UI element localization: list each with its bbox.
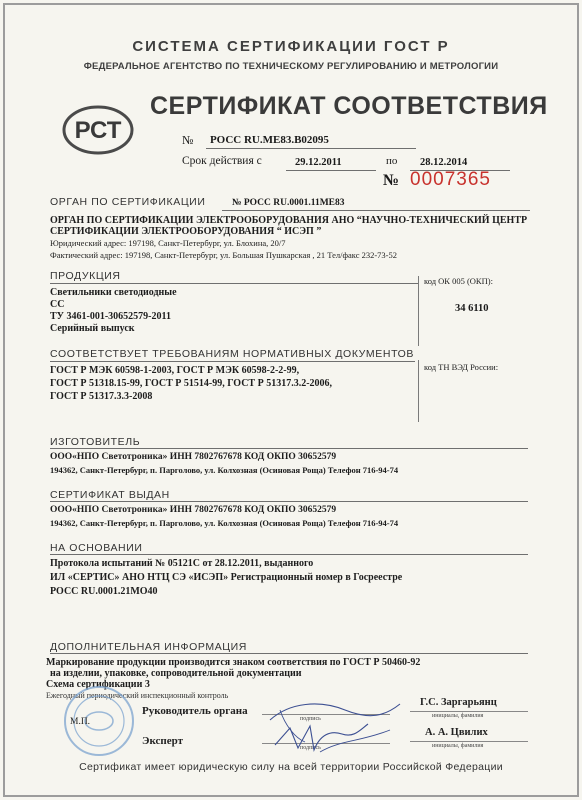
expert-label: Эксперт <box>142 735 184 747</box>
certificate-number: РОСС RU.МЕ83.В02095 <box>210 134 329 146</box>
basis-line-2: ИЛ «СЕРТИС» АНО НТЦ СЭ «ИСЭП» Регистрационный номер в Госреестре <box>50 572 403 583</box>
head-name-caption: инициалы, фамилия <box>432 713 484 719</box>
okp-label: код ОК 005 (ОКП): <box>424 276 493 286</box>
basis-line-1: Протокола испытаний № 05121С от 28.12.2011, выданного <box>50 558 314 569</box>
product-label: ПРОДУКЦИЯ <box>50 270 121 282</box>
serial-sign: № <box>383 172 400 189</box>
manufacturer-line-2: 194362, Санкт-Петербург, п. Парголово, ул. Колхозная (Осиновая Роща) Телефон 716-94-74 <box>50 465 399 475</box>
organ-legal-address: Юридический адрес: 197198, Санкт-Петербург, ул. Блохина, 20/7 <box>50 238 286 248</box>
valid-to: 28.12.2014 <box>420 157 468 168</box>
issued-label: СЕРТИФИКАТ ВЫДАН <box>50 489 170 501</box>
compliance-label: СООТВЕТСТВУЕТ ТРЕБОВАНИЯМ НОРМАТИВНЫХ ДОКУМЕНТОВ <box>50 348 414 360</box>
basis-line-3: РОСС RU.0001.21МО40 <box>50 586 158 597</box>
norm-line-1: ГОСТ Р МЭК 60598-1-2003, ГОСТ Р МЭК 60598-2-2-99, <box>50 365 300 376</box>
expert-name: А. А. Цвилих <box>425 727 488 738</box>
issued-line-2: 194362, Санкт-Петербург, п. Парголово, ул. Колхозная (Осиновая Роща) Телефон 716-94-74 <box>50 518 399 528</box>
handwritten-signatures <box>250 690 410 760</box>
additional-line-4: Ежегодный периодический инспекционный контроль <box>46 691 229 700</box>
norm-line-3: ГОСТ Р 51317.3.3-2008 <box>50 391 153 402</box>
manufacturer-line-1: ООО«НПО Светотроника» ИНН 7802767678 КОД ОКПО 30652579 <box>50 452 337 462</box>
footer-validity-text: Сертификат имеет юридическую силу на всей территории Российской Федерации <box>79 761 503 773</box>
organ-line-1: ОРГАН ПО СЕРТИФИКАЦИИ ЭЛЕКТРООБОРУДОВАНИЯ АНО “НАУЧНО-ТЕХНИЧЕСКИЙ ЦЕНТР <box>50 215 528 226</box>
serial-number: 0007365 <box>410 169 491 190</box>
expert-name-caption: инициалы, фамилия <box>432 743 484 749</box>
organ-code: № РОСС RU.0001.11МЕ83 <box>232 198 345 208</box>
product-line-2: СС <box>50 299 65 310</box>
valid-from: 29.12.2011 <box>295 157 342 168</box>
rst-logo <box>58 103 138 157</box>
mp-label: М.П. <box>70 717 91 727</box>
product-line-3: ТУ 3461-001-30652579-2011 <box>50 311 171 322</box>
expert-sign-caption: подпись <box>300 745 321 751</box>
basis-label: НА ОСНОВАНИИ <box>50 542 143 554</box>
organ-label: ОРГАН ПО СЕРТИФИКАЦИИ <box>50 196 206 208</box>
issued-line-1: ООО«НПО Светотроника» ИНН 7802767678 КОД ОКПО 30652579 <box>50 505 337 515</box>
okp-value: 34 6110 <box>455 303 489 314</box>
organ-actual-address: Фактический адрес: 197198, Санкт-Петербург, ул. Большая Пушкарская , 21 Тел/факс 232-73-52 <box>50 250 397 260</box>
product-line-4: Серийный выпуск <box>50 323 135 334</box>
product-line-1: Светильники светодиодные <box>50 287 177 298</box>
organ-line-2: СЕРТИФИКАЦИИ ЭЛЕКТРООБОРУДОВАНИЯ “ ИСЭП ” <box>50 226 322 237</box>
agency-title: ФЕДЕРАЛЬНОЕ АГЕНТСТВО ПО ТЕХНИЧЕСКОМУ РЕГУЛИРОВАНИЮ И МЕТРОЛОГИИ <box>83 61 499 72</box>
logo-lettering: РСТ <box>74 117 122 144</box>
head-sign-caption: подпись <box>300 716 321 722</box>
head-name: Г.С. Заргарьянц <box>420 697 497 708</box>
certificate-title: СЕРТИФИКАТ СООТВЕТСТВИЯ <box>150 92 548 120</box>
manufacturer-label: ИЗГОТОВИТЕЛЬ <box>50 436 141 448</box>
valid-to-label: по <box>386 155 398 167</box>
additional-label: ДОПОЛНИТЕЛЬНАЯ ИНФОРМАЦИЯ <box>50 641 247 653</box>
additional-line-2: на изделии, упаковке, сопроводительной документации <box>50 668 302 679</box>
norm-line-2: ГОСТ Р 51318.15-99, ГОСТ Р 51514-99, ГОСТ Р 51317.3.2-2006, <box>50 378 333 389</box>
tnved-label: код ТН ВЭД России: <box>424 362 499 372</box>
validity-label: Срок действия с <box>182 155 262 167</box>
additional-line-1: Маркирование продукции производится знаком соответствия по ГОСТ Р 50460-92 <box>46 657 421 668</box>
number-sign: № <box>182 133 194 147</box>
head-label: Руководитель органа <box>142 705 248 717</box>
certification-system-title: СИСТЕМА СЕРТИФИКАЦИИ ГОСТ Р <box>132 38 450 55</box>
additional-line-3: Схема сертификации 3 <box>46 679 150 690</box>
